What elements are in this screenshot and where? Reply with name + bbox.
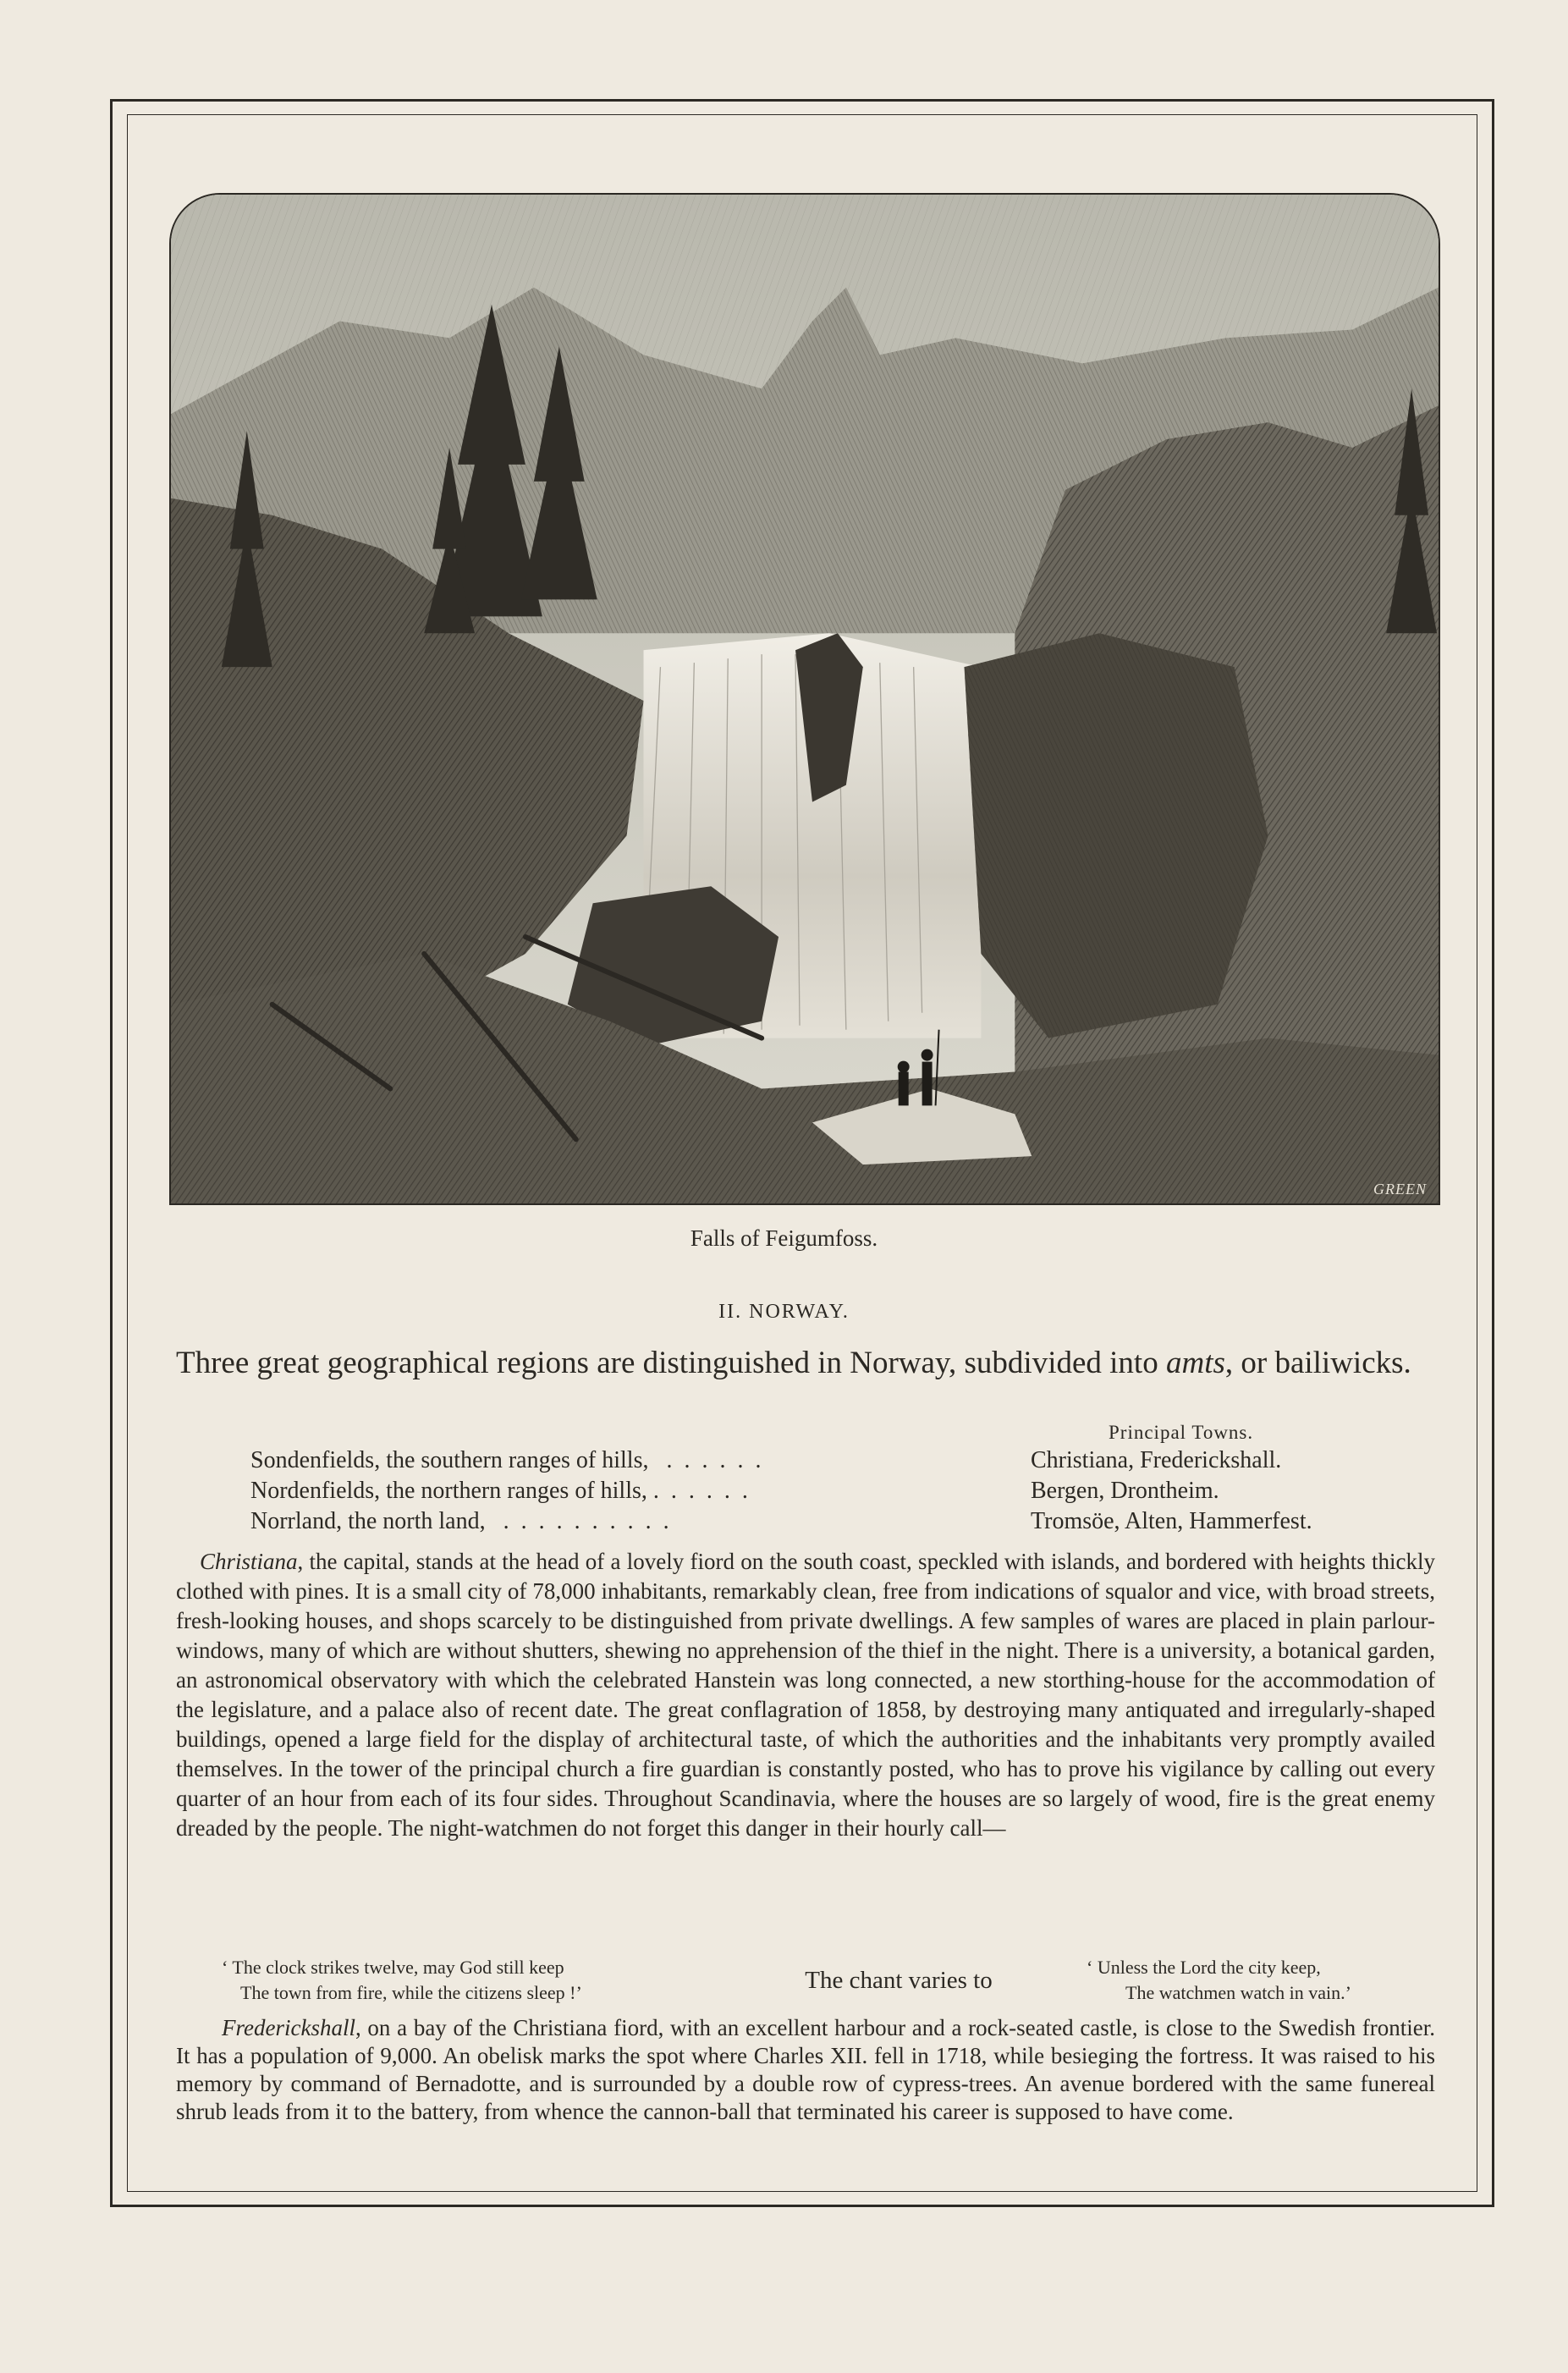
region-towns: Tromsöe, Alten, Hammerfest. — [1031, 1508, 1312, 1534]
watchmen-verses — [176, 1955, 1437, 2006]
engraving-image — [171, 195, 1439, 1203]
region-row — [250, 1478, 1384, 1508]
christiana-name: Christiana — [200, 1549, 298, 1574]
frederickshall-name: Frederickshall — [222, 2015, 355, 2040]
region-row — [250, 1447, 1384, 1478]
region-name: Nordenfields, the northern ranges of hills, . . . . . . — [250, 1478, 748, 1504]
regions-table — [250, 1447, 1384, 1539]
verse-right: ‘ Unless the Lord the city keep, The watchmen watch in vain.’ — [1087, 1957, 1351, 2003]
engraver-signature: GREEN — [1373, 1181, 1427, 1198]
region-name: Sondenfields, the southern ranges of hills, . . . . . . — [250, 1447, 762, 1473]
region-towns: Bergen, Drontheim. — [1031, 1478, 1219, 1504]
intro-paragraph: Three great geographical regions are distinguished in Norway, subdivided into amts, or bailiwicks. — [176, 1346, 1411, 1380]
christiana-paragraph: Christiana, the capital, stands at the head of a lovely fiord on the south coast, speckled with islands, and bordered with heights thickly clothed with pines. It is a small city of 78,000 inhabitants, remarkably clean, free from indications of squalor and vice, with broad streets, fresh-looking houses, and shops scarcely to be distinguished from private dwellings. A few samples of wares are placed in plain parlour-windows, many of which are without shutters, shewing no apprehension of the thief in the night. There is a university, a botanical garden, an astronomical observatory with which the celebrated Hanstein was long connected, a new storthing-house for the accommodation of the legislature, and a palace also of recent date. The great conflagration of 1858, by destroying many antiquated and irregularly-shaped buildings, opened a large field for the display of architectural taste, of which the authorities and the inhabitants very promptly availed themselves. In the tower of the principal church a fire guardian is constantly posted, who has to prove his vigilance by calling out every quarter of an hour from each of its four sides. Throughout Scandinavia, where the houses are so largely of wood, fire is the great enemy dreaded by the people. The night-watchmen do not forget this danger in their hourly call— — [176, 1549, 1435, 1841]
verse-middle: The chant varies to — [805, 1967, 993, 1994]
principal-towns-heading: Principal Towns. — [1109, 1422, 1254, 1443]
illustration-caption: Falls of Feigumfoss. — [690, 1225, 878, 1251]
verse-left: ‘ The clock strikes twelve, may God still keep The town from fire, while the citizens sleep !’ — [222, 1957, 582, 2003]
region-row — [250, 1508, 1384, 1539]
region-towns: Christiana, Frederickshall. — [1031, 1447, 1282, 1473]
term-amts: amts — [1165, 1346, 1225, 1380]
section-title: II. NORWAY. — [718, 1301, 850, 1323]
frederickshall-paragraph: Frederickshall, on a bay of the Christiana fiord, with an excellent harbour and a rock-seated castle, is close to the Swedish frontier. It has a population of 9,000. An obelisk marks the spot where Charles XII. fell in 1718, while besieging the fortress. It was raised to his memory by command of Bernadotte, and is surrounded by a double row of cypress-trees. An avenue bordered with the same funereal shrub leads from it to the battery, from whence the cannon-ball that terminated his career is supposed to have come. — [176, 2015, 1435, 2124]
waterfall-engraving — [169, 193, 1440, 1205]
region-name: Norrland, the north land, . . . . . . . . . . — [250, 1508, 669, 1534]
